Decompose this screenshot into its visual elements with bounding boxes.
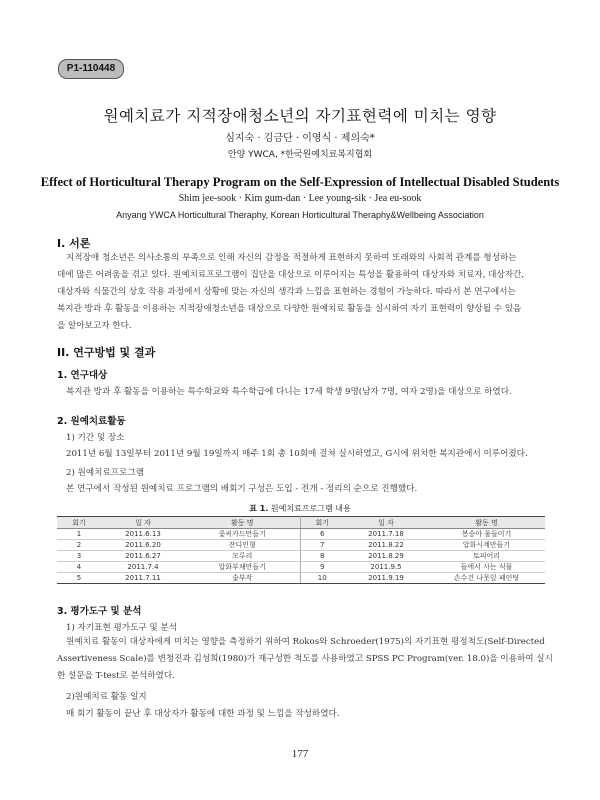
log-text: 매 회기 활동이 끝난 후 대상자가 활동에 대한 과정 및 느낌을 작성하였다. — [66, 709, 340, 719]
table-header-row — [57, 517, 545, 529]
table-cell: 9 — [300, 562, 344, 573]
table-cell: 2011.6.13 — [101, 529, 185, 540]
eval-line: Assertiveness Scale)를 변청진과 김성희(1980)가 재구성한 척도를 사용하였고 SPSS PC Program(ver. 18.0)을 이용하여 실시 — [57, 654, 553, 664]
authors-korean: 심지숙 · 김금단 · 이영식 · 제의숙* — [225, 133, 375, 144]
column-header: 활동 명 — [428, 517, 545, 529]
affiliation-english: Anyang YWCA Horticultural Theraphy, Korean Horticultural Theraphy&Wellbeing Association — [116, 210, 484, 220]
page-number: 177 — [291, 748, 309, 760]
table-cell: 6 — [300, 529, 344, 540]
paper-title-korean: 원예치료가 지적장애청소년의 자기표현력에 미치는 영향 — [103, 107, 497, 125]
eval-paragraph — [57, 634, 553, 685]
column-header: 일 자 — [344, 517, 428, 529]
table-row — [57, 562, 545, 573]
section-heading-intro: I. 서론 — [57, 237, 91, 250]
paper-title-english: Effect of Horticultural Therapy Program on the Self-Expression of Intellectual Disabled Students — [40, 175, 560, 189]
table-cell: 손수건 나뭇잎 페인팅 — [428, 573, 545, 584]
table-cell: 2011.9.5 — [344, 562, 428, 573]
subject-text: 복지관 방과 후 활동을 이용하는 특수학교와 특수학급에 다니는 17세 학생 9명(남자 7명, 여자 2명)을 대상으로 하였다. — [66, 387, 512, 397]
table-row — [57, 573, 545, 584]
eval-line: 한 설문을 T-test로 분석하였다. — [57, 671, 175, 681]
table-cell: 토피어리 — [428, 551, 545, 562]
table-cell: 2011.7.18 — [344, 529, 428, 540]
program-table — [57, 516, 545, 584]
table-cell: 압화부채만들기 — [185, 562, 300, 573]
table-caption — [0, 503, 600, 514]
table-cell: 3 — [57, 551, 101, 562]
column-header: 회기 — [57, 517, 101, 529]
section-heading-methods: II. 연구방법 및 결과 — [57, 346, 156, 359]
table-row — [57, 551, 545, 562]
table-caption-text: 원예치료프로그램 내용 — [270, 504, 351, 513]
table-cell: 2011.8.22 — [344, 540, 428, 551]
table-cell: 2011.9.19 — [344, 573, 428, 584]
table-cell: 꽃씨카드만들기 — [185, 529, 300, 540]
program-text: 본 연구에서 작성된 원예치료 프로그램의 배회기 구성은 도입 - 전개 - 정리의 순으로 진행했다. — [66, 484, 418, 494]
table-cell: 2011.8.29 — [344, 551, 428, 562]
subsection-heading-subject: 1. 연구대상 — [57, 370, 108, 381]
table-cell: 2 — [57, 540, 101, 551]
eval-label: 1) 자기표현 평가도구 및 분석 — [66, 623, 178, 633]
table-cell: 8 — [300, 551, 344, 562]
table-caption-prefix: 표 1. — [249, 504, 269, 513]
table-cell: 압화시계만들기 — [428, 540, 545, 551]
column-header: 활동 명 — [185, 517, 300, 529]
eval-line: 원예치료 활동이 대상자에게 미치는 영향을 측정하기 위하여 Rokos와 Schroeder(1975)의 자기표현 평정척도(Self-Directed — [66, 637, 545, 647]
table-cell: 4 — [57, 562, 101, 573]
intro-paragraph — [57, 250, 545, 335]
table-cell: 2011.6.27 — [101, 551, 185, 562]
table-cell: 2011.7.11 — [101, 573, 185, 584]
table-cell: 10 — [300, 573, 344, 584]
table-cell: 모루리 — [185, 551, 300, 562]
table-cell: 숯부작 — [185, 573, 300, 584]
abstract-code-badge: P1-110448 — [58, 59, 124, 79]
table-cell: 5 — [57, 573, 101, 584]
intro-line: 데에 많은 어려움을 겪고 있다. 원예치료프로그램이 집단을 대상으로 이루어지는 특성을 활용하여 대상자와 치료자, 대상자간, — [57, 270, 525, 280]
table-cell: 봉숭아 물들이기 — [428, 529, 545, 540]
subsection-heading-tools: 3. 평가도구 및 분석 — [57, 606, 142, 617]
log-label: 2)원예치료 활동 일지 — [66, 692, 147, 702]
authors-english: Shim jee-sook · Kim gum-dan · Lee young-sik · Jea eu-sook — [178, 193, 422, 204]
table-cell: 1 — [57, 529, 101, 540]
subsection-heading-activity: 2. 원예치료활동 — [57, 416, 126, 427]
table-cell: 들에서 사는 식물 — [428, 562, 545, 573]
column-header: 일 자 — [101, 517, 185, 529]
table-cell: 2011.6.20 — [101, 540, 185, 551]
affiliation-korean: 안양 YWCA, *한국원예치료복지협회 — [227, 150, 373, 160]
table-row — [57, 529, 545, 540]
intro-line: 지적장애 청소년은 의사소통의 부족으로 인해 자신의 감정을 적절하게 표현하지 못하여 또래와의 사회적 관계를 형성하는 — [66, 253, 517, 263]
table-row — [57, 540, 545, 551]
column-header: 회기 — [300, 517, 344, 529]
table-cell: 7 — [300, 540, 344, 551]
intro-line: 복지관 방과 후 활동을 이용하는 지적장애청소년을 대상으로 다양한 원예치료 활동을 실시하여 자기 표현력이 향상될 수 있음 — [57, 304, 522, 314]
program-label: 2) 원예치료프로그램 — [66, 468, 144, 478]
period-text: 2011년 6월 13일부터 2011년 9월 19일까지 매주 1회 총 10회에 걸쳐 실시하였고, G시에 위치한 복지관에서 이루어졌다. — [66, 449, 528, 459]
table-cell: 잔디인형 — [185, 540, 300, 551]
period-label: 1) 기간 및 장소 — [66, 433, 125, 443]
intro-line: 대상자와 식물간의 상호 작용 과정에서 상황에 맞는 자신의 생각과 느낌을 표현하는 경험이 가능하다. 따라서 본 연구에서는 — [57, 287, 516, 297]
intro-line: 을 알아보고자 한다. — [57, 321, 132, 331]
table-cell: 2011.7.4 — [101, 562, 185, 573]
